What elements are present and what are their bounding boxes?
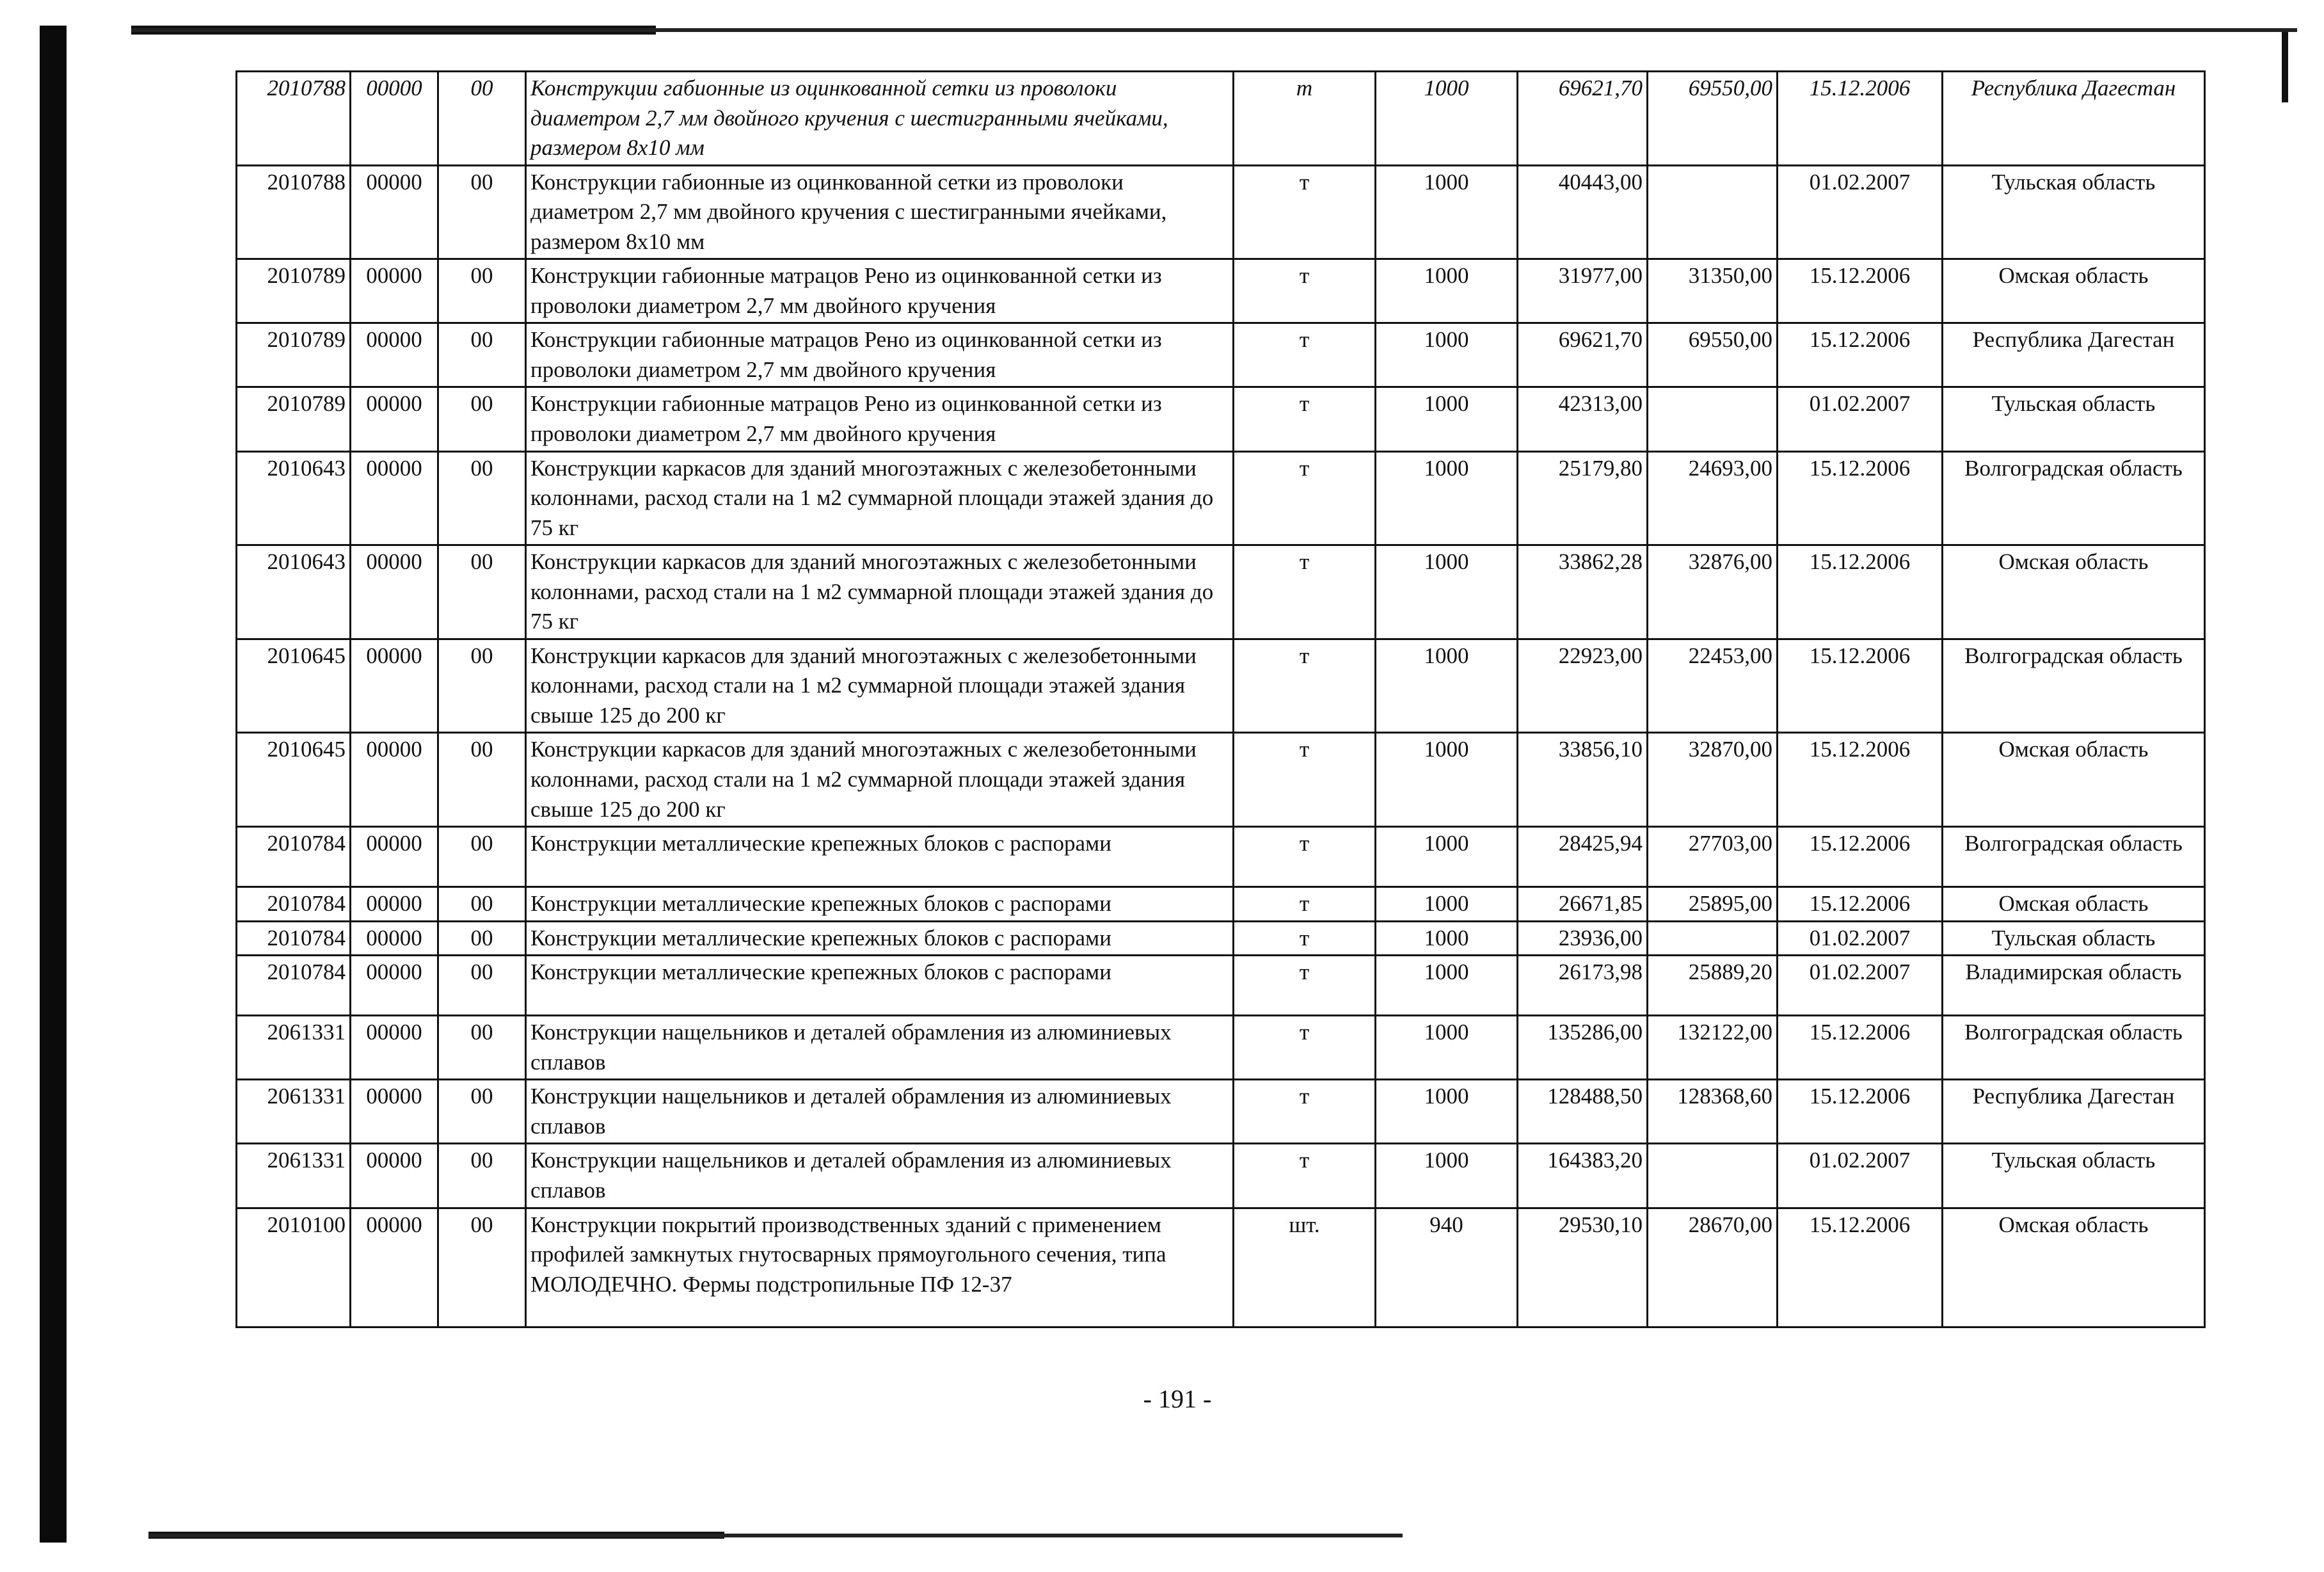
cell-price-2: 25889,20 bbox=[1648, 956, 1778, 1016]
cell-unit: т bbox=[1234, 1080, 1376, 1144]
cell-subcode2: 00 bbox=[438, 387, 526, 451]
cell-quantity: 1000 bbox=[1376, 639, 1518, 733]
cell-description: Конструкции габионные из оцинкованной сетки из проволоки диаметром 2,7 мм двойного кручения с шестигранными ячейками, размером 8x10 мм bbox=[526, 165, 1234, 259]
cell-subcode: 00000 bbox=[351, 1144, 438, 1208]
cell-description: Конструкции габионные матрацов Рено из оцинкованной сетки из проволоки диаметром 2,7 мм двойного кручения bbox=[526, 323, 1234, 387]
cell-region: Тульская область bbox=[1943, 1144, 2205, 1208]
cell-description: Конструкции каркасов для зданий многоэтажных с железобетонными колоннами, расход стали на 1 м2 суммарной площади этажей здания до 75 кг bbox=[526, 545, 1234, 639]
cell-date: 01.02.2007 bbox=[1778, 165, 1943, 259]
cell-subcode2: 00 bbox=[438, 451, 526, 545]
cell-unit: т bbox=[1234, 887, 1376, 922]
table-row bbox=[237, 451, 2205, 545]
cell-subcode: 00000 bbox=[351, 451, 438, 545]
cell-code: 2010784 bbox=[237, 921, 351, 956]
cell-region: Омская область bbox=[1943, 887, 2205, 922]
cell-region: Омская область bbox=[1943, 545, 2205, 639]
cell-price-2: 32876,00 bbox=[1648, 545, 1778, 639]
cell-code: 2010100 bbox=[237, 1208, 351, 1327]
cell-unit: т bbox=[1234, 259, 1376, 323]
cell-price-1: 29530,10 bbox=[1518, 1208, 1648, 1327]
cell-subcode2: 00 bbox=[438, 165, 526, 259]
page-number: - 191 - bbox=[1143, 1384, 1212, 1413]
table-row bbox=[237, 72, 2205, 166]
cell-description: Конструкции покрытий производственных зданий с применением профилей замкнутых гнутосварных прямоугольного сечения, типа МОЛОДЕЧНО. Фермы подстропильные ПФ 12-37 bbox=[526, 1208, 1234, 1327]
table-row bbox=[237, 165, 2205, 259]
cell-quantity: 1000 bbox=[1376, 1080, 1518, 1144]
cell-price-1: 22923,00 bbox=[1518, 639, 1648, 733]
cell-date: 15.12.2006 bbox=[1778, 545, 1943, 639]
table-row bbox=[237, 956, 2205, 1016]
cell-region: Омская область bbox=[1943, 259, 2205, 323]
cell-quantity: 1000 bbox=[1376, 1144, 1518, 1208]
cell-price-1: 23936,00 bbox=[1518, 921, 1648, 956]
cell-code: 2010643 bbox=[237, 451, 351, 545]
cell-region: Республика Дагестан bbox=[1943, 323, 2205, 387]
cell-price-1: 31977,00 bbox=[1518, 259, 1648, 323]
cell-description: Конструкции нащельников и деталей обрамления из алюминиевых сплавов bbox=[526, 1144, 1234, 1208]
cell-unit: т bbox=[1234, 165, 1376, 259]
cell-price-2: 28670,00 bbox=[1648, 1208, 1778, 1327]
cell-code: 2010789 bbox=[237, 387, 351, 451]
table-row bbox=[237, 639, 2205, 733]
cell-date: 15.12.2006 bbox=[1778, 323, 1943, 387]
cell-unit: т bbox=[1234, 639, 1376, 733]
cell-subcode: 00000 bbox=[351, 639, 438, 733]
cell-subcode: 00000 bbox=[351, 165, 438, 259]
cell-code: 2010788 bbox=[237, 72, 351, 166]
cell-price-2: 132122,00 bbox=[1648, 1016, 1778, 1080]
cell-date: 15.12.2006 bbox=[1778, 259, 1943, 323]
cell-subcode2: 00 bbox=[438, 639, 526, 733]
cell-description: Конструкции каркасов для зданий многоэтажных с железобетонными колоннами, расход стали на 1 м2 суммарной площади этажей здания свыше 125 до 200 кг bbox=[526, 733, 1234, 827]
cell-description: Конструкции металлические крепежных блоков с распорами bbox=[526, 956, 1234, 1016]
cell-description: Конструкции металлические крепежных блоков с распорами bbox=[526, 921, 1234, 956]
cell-unit: т bbox=[1234, 545, 1376, 639]
cell-price-2 bbox=[1648, 921, 1778, 956]
cell-quantity: 1000 bbox=[1376, 1016, 1518, 1080]
cell-code: 2010788 bbox=[237, 165, 351, 259]
cell-price-2 bbox=[1648, 387, 1778, 451]
cell-price-1: 40443,00 bbox=[1518, 165, 1648, 259]
table-row bbox=[237, 887, 2205, 922]
cell-subcode2: 00 bbox=[438, 1144, 526, 1208]
table-row bbox=[237, 733, 2205, 827]
cell-description: Конструкции габионные из оцинкованной сетки из проволоки диаметром 2,7 мм двойного кручения с шестигранными ячейками, размером 8x10 мм bbox=[526, 72, 1234, 166]
cell-price-2: 69550,00 bbox=[1648, 323, 1778, 387]
cell-description: Конструкции нащельников и деталей обрамления из алюминиевых сплавов bbox=[526, 1016, 1234, 1080]
cell-code: 2010645 bbox=[237, 733, 351, 827]
cell-subcode: 00000 bbox=[351, 956, 438, 1016]
cell-description: Конструкции металлические крепежных блоков с распорами bbox=[526, 827, 1234, 887]
cell-unit: т bbox=[1234, 387, 1376, 451]
cell-description: Конструкции нащельников и деталей обрамления из алюминиевых сплавов bbox=[526, 1080, 1234, 1144]
cell-subcode2: 00 bbox=[438, 733, 526, 827]
cell-subcode: 00000 bbox=[351, 1208, 438, 1327]
cell-subcode2: 00 bbox=[438, 887, 526, 922]
cell-quantity: 1000 bbox=[1376, 259, 1518, 323]
cell-unit: т bbox=[1234, 323, 1376, 387]
cell-region: Тульская область bbox=[1943, 921, 2205, 956]
cell-subcode2: 00 bbox=[438, 1208, 526, 1327]
cell-unit: т bbox=[1234, 451, 1376, 545]
cell-region: Тульская область bbox=[1943, 387, 2205, 451]
cell-price-1: 25179,80 bbox=[1518, 451, 1648, 545]
cell-quantity: 1000 bbox=[1376, 545, 1518, 639]
cell-description: Конструкции габионные матрацов Рено из оцинкованной сетки из проволоки диаметром 2,7 мм двойного кручения bbox=[526, 259, 1234, 323]
cell-subcode: 00000 bbox=[351, 733, 438, 827]
cell-date: 01.02.2007 bbox=[1778, 387, 1943, 451]
scan-edge-bottom bbox=[148, 1534, 1403, 1537]
cell-date: 15.12.2006 bbox=[1778, 1208, 1943, 1327]
cell-unit: т bbox=[1234, 1016, 1376, 1080]
cell-code: 2061331 bbox=[237, 1016, 351, 1080]
cell-region: Волгоградская область bbox=[1943, 639, 2205, 733]
cell-price-2: 128368,60 bbox=[1648, 1080, 1778, 1144]
cell-code: 2010784 bbox=[237, 956, 351, 1016]
cell-subcode: 00000 bbox=[351, 323, 438, 387]
cell-unit: т bbox=[1234, 733, 1376, 827]
cell-region: Омская область bbox=[1943, 733, 2205, 827]
cell-price-1: 69621,70 bbox=[1518, 323, 1648, 387]
cell-price-2: 24693,00 bbox=[1648, 451, 1778, 545]
cell-price-1: 33856,10 bbox=[1518, 733, 1648, 827]
cell-region: Владимирская область bbox=[1943, 956, 2205, 1016]
cell-price-2: 27703,00 bbox=[1648, 827, 1778, 887]
cell-quantity: 1000 bbox=[1376, 921, 1518, 956]
cell-region: Омская область bbox=[1943, 1208, 2205, 1327]
cell-price-1: 26671,85 bbox=[1518, 887, 1648, 922]
table-row bbox=[237, 921, 2205, 956]
cell-price-1: 128488,50 bbox=[1518, 1080, 1648, 1144]
cell-region: Республика Дагестан bbox=[1943, 1080, 2205, 1144]
cell-quantity: 1000 bbox=[1376, 956, 1518, 1016]
scan-edge-top bbox=[131, 28, 2297, 32]
cell-quantity: 1000 bbox=[1376, 387, 1518, 451]
cell-quantity: 1000 bbox=[1376, 323, 1518, 387]
cell-description: Конструкции металлические крепежных блоков с распорами bbox=[526, 887, 1234, 922]
table-row bbox=[237, 1208, 2205, 1327]
cell-subcode2: 00 bbox=[438, 1080, 526, 1144]
cell-subcode2: 00 bbox=[438, 259, 526, 323]
cell-price-2: 22453,00 bbox=[1648, 639, 1778, 733]
cell-price-1: 135286,00 bbox=[1518, 1016, 1648, 1080]
cell-region: Волгоградская область bbox=[1943, 451, 2205, 545]
cell-date: 15.12.2006 bbox=[1778, 887, 1943, 922]
cell-subcode: 00000 bbox=[351, 1080, 438, 1144]
table-row bbox=[237, 1016, 2205, 1080]
cell-code: 2061331 bbox=[237, 1080, 351, 1144]
cell-subcode: 00000 bbox=[351, 827, 438, 887]
cell-subcode: 00000 bbox=[351, 545, 438, 639]
cell-description: Конструкции каркасов для зданий многоэтажных с железобетонными колоннами, расход стали на 1 м2 суммарной площади этажей здания свыше 125 до 200 кг bbox=[526, 639, 1234, 733]
cell-price-2 bbox=[1648, 165, 1778, 259]
cell-date: 01.02.2007 bbox=[1778, 956, 1943, 1016]
cell-quantity: 1000 bbox=[1376, 827, 1518, 887]
cell-unit: т bbox=[1234, 72, 1376, 166]
cell-unit: т bbox=[1234, 956, 1376, 1016]
cell-description: Конструкции габионные матрацов Рено из оцинкованной сетки из проволоки диаметром 2,7 мм двойного кручения bbox=[526, 387, 1234, 451]
cell-price-2: 32870,00 bbox=[1648, 733, 1778, 827]
cell-quantity: 940 bbox=[1376, 1208, 1518, 1327]
cell-date: 15.12.2006 bbox=[1778, 827, 1943, 887]
cell-unit: т bbox=[1234, 921, 1376, 956]
cell-subcode: 00000 bbox=[351, 387, 438, 451]
cell-subcode: 00000 bbox=[351, 921, 438, 956]
price-table bbox=[235, 70, 2206, 1328]
cell-code: 2010784 bbox=[237, 887, 351, 922]
cell-code: 2010643 bbox=[237, 545, 351, 639]
cell-region: Тульская область bbox=[1943, 165, 2205, 259]
cell-price-1: 28425,94 bbox=[1518, 827, 1648, 887]
cell-region: Республика Дагестан bbox=[1943, 72, 2205, 166]
cell-price-1: 33862,28 bbox=[1518, 545, 1648, 639]
cell-price-1: 69621,70 bbox=[1518, 72, 1648, 166]
price-table-body bbox=[237, 72, 2205, 1327]
cell-date: 15.12.2006 bbox=[1778, 1080, 1943, 1144]
cell-price-2: 31350,00 bbox=[1648, 259, 1778, 323]
cell-subcode2: 00 bbox=[438, 956, 526, 1016]
cell-quantity: 1000 bbox=[1376, 165, 1518, 259]
cell-unit: т bbox=[1234, 827, 1376, 887]
cell-date: 15.12.2006 bbox=[1778, 1016, 1943, 1080]
cell-unit: т bbox=[1234, 1144, 1376, 1208]
cell-quantity: 1000 bbox=[1376, 451, 1518, 545]
cell-subcode: 00000 bbox=[351, 259, 438, 323]
cell-code: 2010789 bbox=[237, 323, 351, 387]
table-row bbox=[237, 323, 2205, 387]
table-row bbox=[237, 1144, 2205, 1208]
cell-subcode2: 00 bbox=[438, 72, 526, 166]
cell-date: 15.12.2006 bbox=[1778, 639, 1943, 733]
cell-region: Волгоградская область bbox=[1943, 827, 2205, 887]
table-row bbox=[237, 259, 2205, 323]
scan-edge-right bbox=[2282, 32, 2288, 102]
cell-subcode: 00000 bbox=[351, 887, 438, 922]
cell-subcode: 00000 bbox=[351, 1016, 438, 1080]
cell-quantity: 1000 bbox=[1376, 733, 1518, 827]
cell-price-2: 25895,00 bbox=[1648, 887, 1778, 922]
cell-date: 01.02.2007 bbox=[1778, 921, 1943, 956]
cell-description: Конструкции каркасов для зданий многоэтажных с железобетонными колоннами, расход стали на 1 м2 суммарной площади этажей здания до 75 кг bbox=[526, 451, 1234, 545]
cell-date: 15.12.2006 bbox=[1778, 72, 1943, 166]
cell-code: 2010645 bbox=[237, 639, 351, 733]
table-row bbox=[237, 387, 2205, 451]
cell-subcode: 00000 bbox=[351, 72, 438, 166]
table-row bbox=[237, 1080, 2205, 1144]
cell-subcode2: 00 bbox=[438, 1016, 526, 1080]
cell-quantity: 1000 bbox=[1376, 887, 1518, 922]
cell-price-2 bbox=[1648, 1144, 1778, 1208]
cell-date: 01.02.2007 bbox=[1778, 1144, 1943, 1208]
cell-code: 2010789 bbox=[237, 259, 351, 323]
cell-quantity: 1000 bbox=[1376, 72, 1518, 166]
cell-subcode2: 00 bbox=[438, 921, 526, 956]
cell-price-1: 42313,00 bbox=[1518, 387, 1648, 451]
cell-price-1: 164383,20 bbox=[1518, 1144, 1648, 1208]
cell-date: 15.12.2006 bbox=[1778, 451, 1943, 545]
cell-region: Волгоградская область bbox=[1943, 1016, 2205, 1080]
cell-code: 2010784 bbox=[237, 827, 351, 887]
cell-price-1: 26173,98 bbox=[1518, 956, 1648, 1016]
table-row bbox=[237, 545, 2205, 639]
cell-price-2: 69550,00 bbox=[1648, 72, 1778, 166]
table-row bbox=[237, 827, 2205, 887]
cell-subcode2: 00 bbox=[438, 545, 526, 639]
cell-subcode2: 00 bbox=[438, 827, 526, 887]
scan-edge-left bbox=[40, 26, 67, 1543]
cell-date: 15.12.2006 bbox=[1778, 733, 1943, 827]
cell-unit: шт. bbox=[1234, 1208, 1376, 1327]
cell-subcode2: 00 bbox=[438, 323, 526, 387]
cell-code: 2061331 bbox=[237, 1144, 351, 1208]
